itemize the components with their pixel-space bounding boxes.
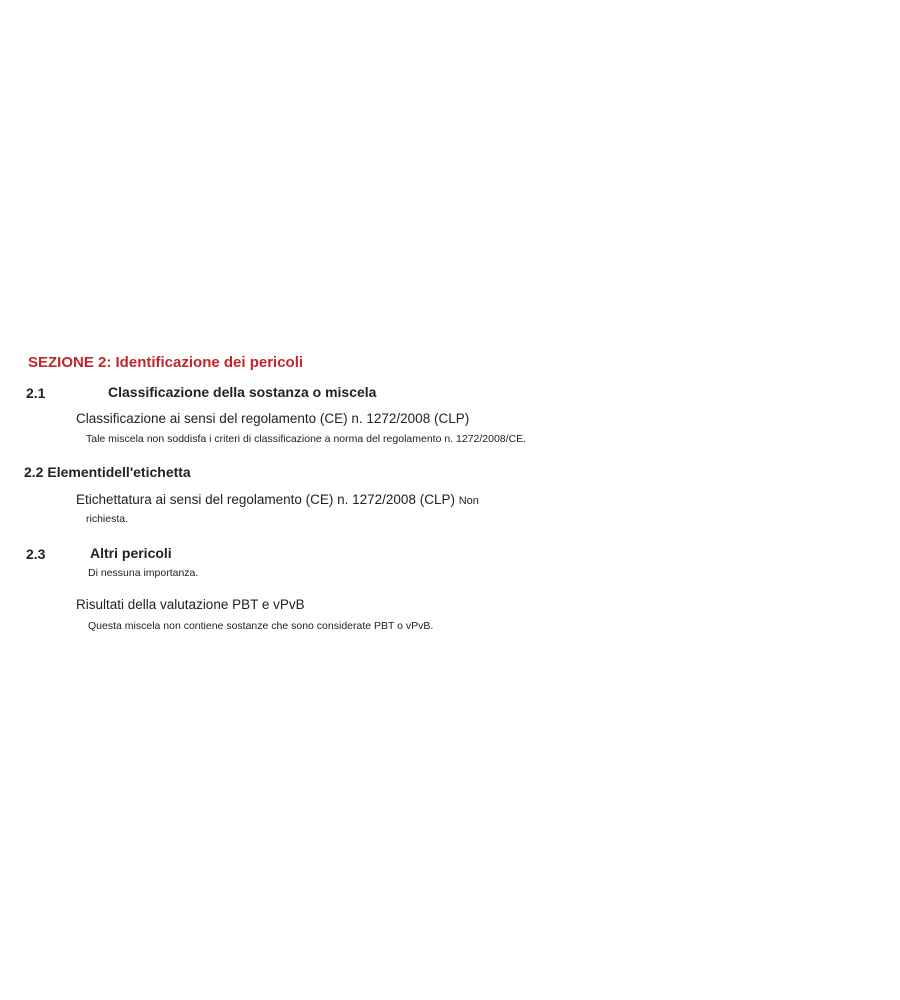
section-2-3-heading: Altri pericoli xyxy=(90,545,172,561)
section-2-2-heading: 2.2 Elementidell'etichetta xyxy=(24,464,191,480)
section-2-2-subheading-main: Etichettatura ai sensi del regolamento (CE) n. 1272/2008 (CLP) xyxy=(76,492,455,507)
section-2-3-subtext: Questa miscela non contiene sostanze che sono considerate PBT o vPvB. xyxy=(88,620,434,632)
section-2-2-subheading xyxy=(76,492,479,507)
section-2-1-number: 2.1 xyxy=(26,385,46,401)
section-2-1-heading: Classificazione della sostanza o miscela xyxy=(108,384,377,400)
section-2-3-text: Di nessuna importanza. xyxy=(88,567,199,579)
section-2-2-text: richiesta. xyxy=(86,513,129,525)
section-2-3-number: 2.3 xyxy=(26,546,46,562)
section-title: SEZIONE 2: Identificazione dei pericoli xyxy=(28,354,304,371)
section-2-1-subheading: Classificazione ai sensi del regolamento (CE) n. 1272/2008 (CLP) xyxy=(76,411,470,426)
section-2-3-subheading: Risultati della valutazione PBT e vPvB xyxy=(76,597,305,612)
section-2-1-text: Tale miscela non soddisfa i criteri di classificazione a norma del regolamento n. 1272/2008/CE. xyxy=(86,433,527,445)
section-2-2-subheading-tail: Non xyxy=(458,495,479,507)
